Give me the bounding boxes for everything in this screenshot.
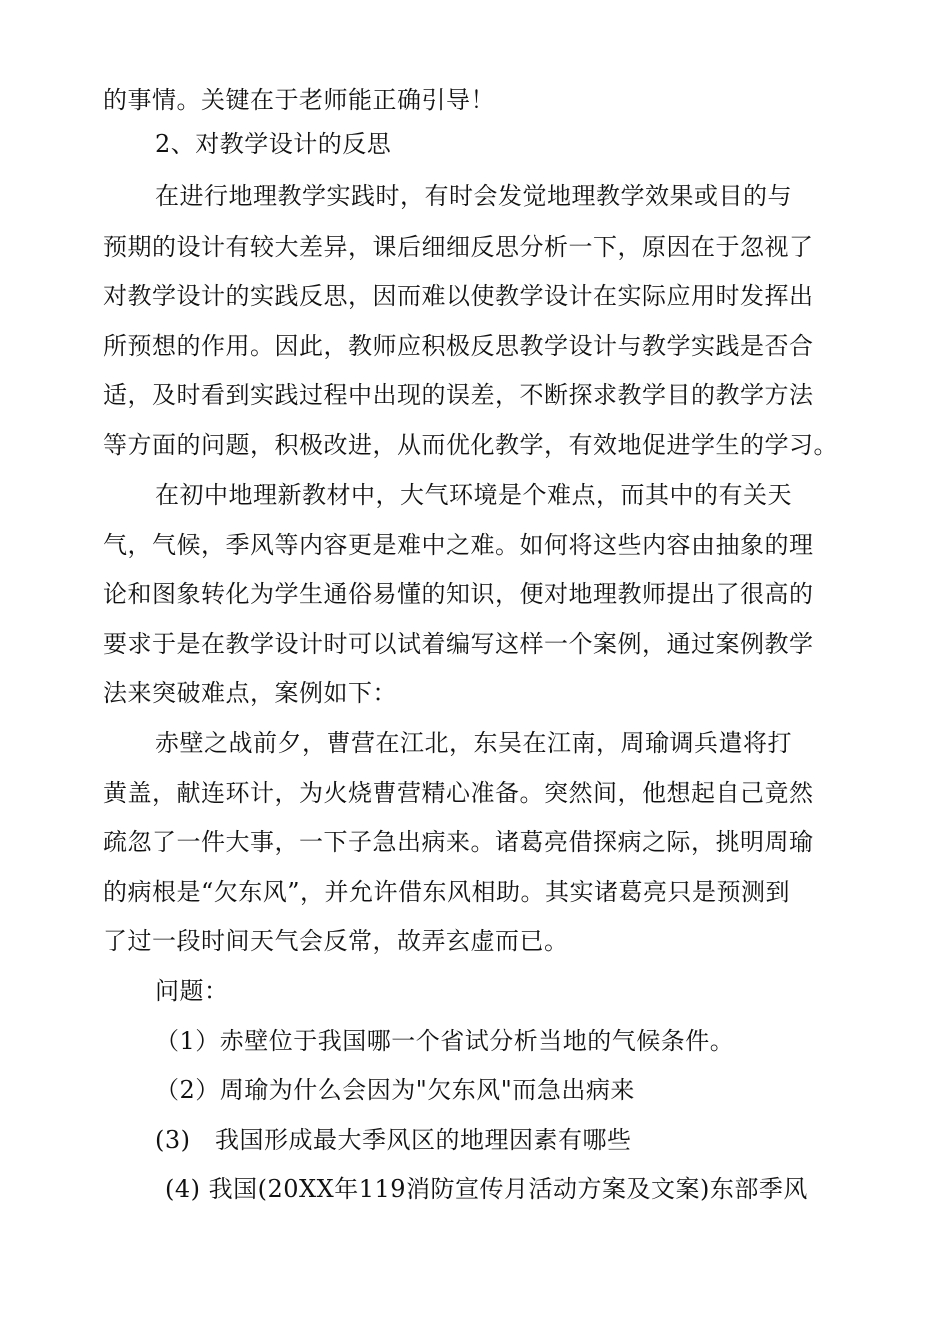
question-item: （2）周瑜为什么会因为"欠东风"而急出病来 bbox=[155, 1076, 635, 1104]
text-line: 在初中地理新教材中，大气环境是个难点，而其中的有关天 bbox=[155, 481, 792, 509]
question-item: (3) 我国形成最大季风区的地理因素有哪些 bbox=[155, 1126, 632, 1154]
text-line: 要求于是在教学设计时可以试着编写这样一个案例，通过案例教学 bbox=[103, 630, 814, 658]
text-line: 预期的设计有较大差异，课后细细反思分析一下，原因在于忽视了 bbox=[103, 233, 814, 261]
text-line: 所预想的作用。因此，教师应积极反思教学设计与教学实践是否合 bbox=[103, 332, 814, 360]
text-line: 适，及时看到实践过程中出现的误差，不断探求教学目的教学方法 bbox=[103, 381, 814, 409]
text-line: 疏忽了一件大事，一下子急出病来。诸葛亮借探病之际，挑明周瑜 bbox=[103, 828, 814, 856]
text-line: 气，气候，季风等内容更是难中之难。如何将这些内容由抽象的理 bbox=[103, 531, 814, 559]
text-line: 等方面的问题，积极改进，从而优化教学，有效地促进学生的学习。 bbox=[103, 431, 838, 459]
text-line: 了过一段时间天气会反常，故弄玄虚而已。 bbox=[103, 927, 569, 955]
text-line: 法来突破难点，案例如下： bbox=[103, 679, 397, 707]
text-line: 的事情。关键在于老师能正确引导！ bbox=[103, 86, 495, 114]
question-item: (4) 我国(20XX年119消防宣传月活动方案及文案)东部季风 bbox=[165, 1175, 808, 1203]
text-line: 的病根是“欠东风”，并允许借东风相助。其实诸葛亮只是预测到 bbox=[103, 878, 791, 906]
text-line: 黄盖，献连环计，为火烧曹营精心准备。突然间，他想起自己竟然 bbox=[103, 779, 814, 807]
text-line: 论和图象转化为学生通俗易懂的知识，便对地理教师提出了很高的 bbox=[103, 580, 814, 608]
text-line: 在进行地理教学实践时，有时会发觉地理教学效果或目的与 bbox=[155, 182, 792, 210]
text-line: 赤壁之战前夕，曹营在江北，东吴在江南，周瑜调兵遣将打 bbox=[155, 729, 792, 757]
question-item: （1）赤壁位于我国哪一个省试分析当地的气候条件。 bbox=[155, 1027, 735, 1055]
section-heading: 2、对教学设计的反思 bbox=[155, 130, 392, 158]
text-line: 对教学设计的实践反思，因而难以使教学设计在实际应用时发挥出 bbox=[103, 282, 814, 310]
question-label: 问题： bbox=[155, 977, 229, 1005]
